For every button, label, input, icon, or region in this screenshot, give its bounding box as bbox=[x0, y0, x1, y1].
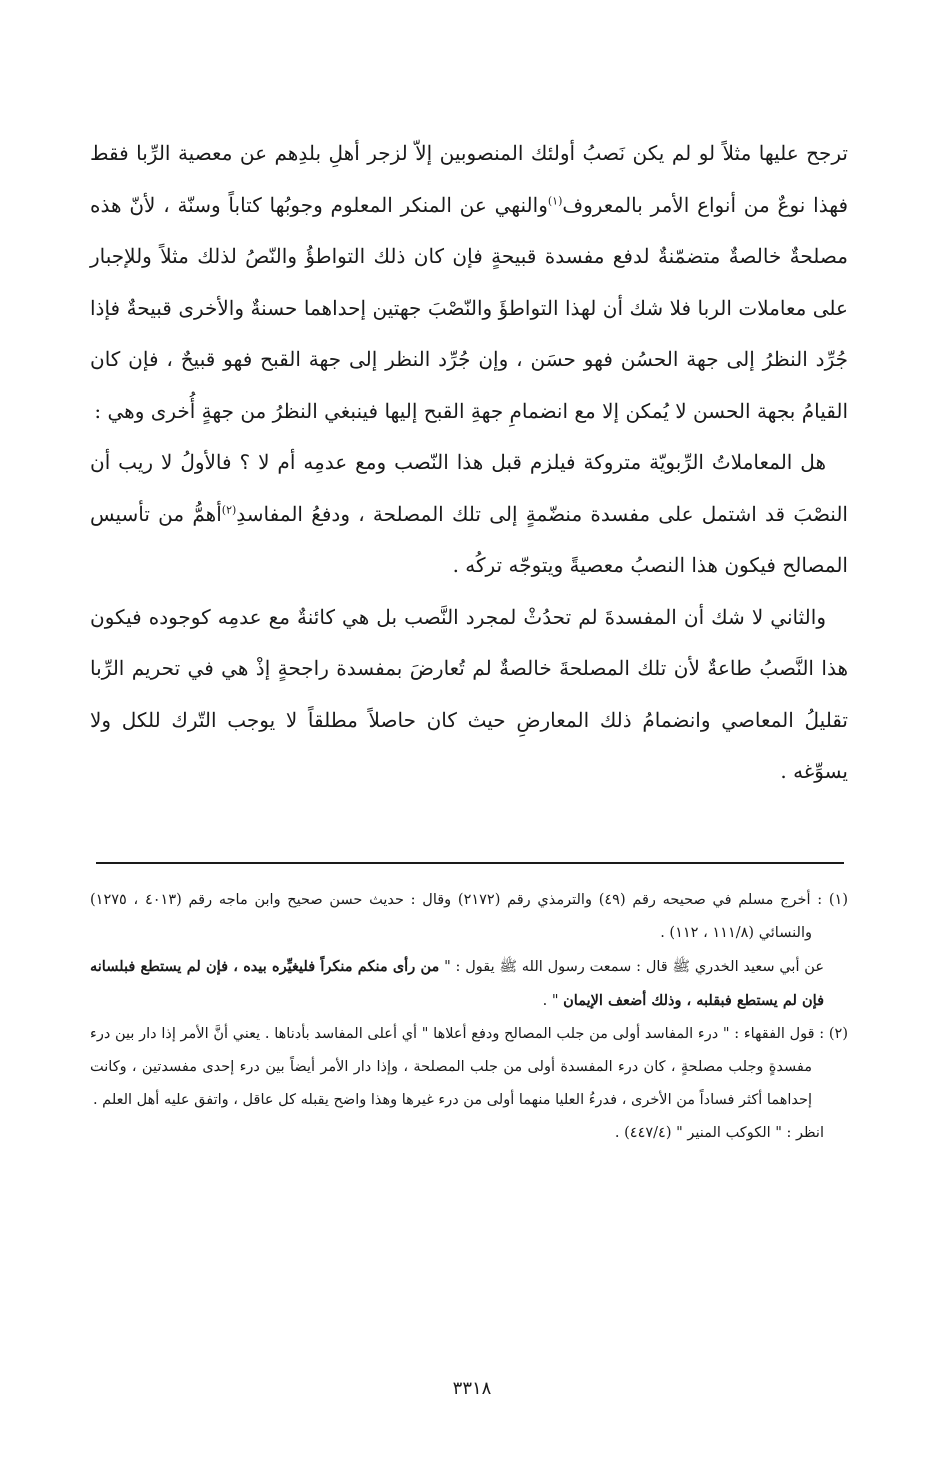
paragraph-3-text: والثاني لا شك أن المفسدةَ لم تحدُثْ لمجرد النَّصب بل هي كائنةٌ مع عدمِه كوجوده فيكون هذا النَّصبُ طاعةٌ لأن تلك المصلحةَ خالصةٌ لم تُعارضَ بمفسدة راجحةٍ إذْ هي في تحريم الرِّبا تقليلُ المعاصي وانضمامُ ذلك المعارضِ حيث كان حاصلاً مطلقاً لا يوجب التّرك للكل ولا يسوِّغه . bbox=[90, 604, 848, 783]
footnote-divider bbox=[96, 862, 844, 864]
footnote-1-hadith bbox=[90, 950, 848, 1018]
paragraph-2-text-b: أهمُّ من تأسيس المصالح فيكون هذا النصبُ معصيةً ويتوجّه تركُه . bbox=[90, 501, 848, 577]
footnotes bbox=[90, 884, 848, 1150]
paragraph-1 bbox=[90, 128, 848, 437]
footnote-1-hadith-quote: من رأى منكم منكراً فليغيِّره بيده ، فإن لم يستطع فبلسانه فإن لم يستطع فبقلبه ، وذلك أضعف الإيمان bbox=[90, 958, 824, 1009]
paragraph-3 bbox=[90, 592, 848, 798]
paragraph-2-text-a: هل المعاملاتُ الرِّبويّة متروكة فيلزم قبل هذا النّصب ومع عدمِه أم لا ؟ فالأولُ لا ريب أن النصْبَ قد اشتمل على مفسدة منضّمةٍ إلى تلك المصلحة ، ودفعُ المفاسدِ bbox=[90, 450, 848, 526]
footnote-1: (١) : أخرج مسلم في صحيحه رقم (٤٩) والترمذي رقم (٢١٧٢) وقال : حديث حسن صحيح وابن ماجه رقم (٤٠١٣ ، ١٢٧٥) والنسائي (١١١/٨ ، ١١٢) . bbox=[90, 892, 848, 941]
footnote-2-reference: انظر : " الكوكب المنير " (٤٤٧/٤) . bbox=[614, 1125, 824, 1141]
footnote-ref-2: (٢) bbox=[221, 502, 237, 516]
paragraph-1-text-a: ترجح عليها مثلاً لو لم يكن نَصبُ أولئك المنصوبين إلاّ لزجر أهلِ بلدِهم عن معصية الرِّبا فقط فهذا نوعٌ من أنواع الأمر بالمعروف bbox=[90, 141, 848, 217]
paragraph-2 bbox=[90, 437, 848, 592]
page-number: ٣٣١٨ bbox=[452, 1378, 492, 1399]
footnote-1-hadith-intro: عن أبي سعيد الخدري ﷺ قال : سمعت رسول الله ﷺ يقول : " bbox=[444, 959, 824, 975]
footnote-2: (٢) : قول الفقهاء : " درء المفاسد أولى من جلب المصالح ودفع أعلاها " أي أعلى المفاسد بأدناها . يعني أنَّ الأمر إذا دار بين درء مفسدةٍ وجلب مصلحةٍ ، كان درء المفسدة أولى من جلب المصلحة ، وإذا دار الأمر أيضاً بين درء إحدى مفسدتين ، وكانت إحداهما أكثر فساداً من الأخرى ، فدرءُ العليا منهما أولى من درء غيرها وهذا واضح يقبله كل عاقل ، واتفق عليه أهل العلم . bbox=[90, 1026, 848, 1108]
footnote-ref-1: (١) bbox=[547, 193, 563, 207]
footnote-1-hadith-end: " . bbox=[542, 993, 559, 1009]
paragraph-1-text-b: والنهي عن المنكر المعلوم وجوبُها كتاباً وسنّة ، لأنّ هذه مصلحةٌ خالصةٌ متضمّنةٌ لدفع مفسدة قبيحةٍ فإن كان ذلك التواطؤُ والنّصُ لذلك مثلاً وللإجبار على معاملات الربا فلا شك أن لهذا التواطؤَ والنّصْبَ جهتين إحداهما حسنةٌ والأخرى قبيحةٌ فإذا جُرِّد النظرُ إلى جهة الحسُن فهو حسَن ، وإن جُرِّد النظر إلى جهة القبح فهو قبيحٌ ، فإن كان القيامُ بجهة الحسن لا يُمكن إلا مع انضمامِ جهةِ القبح إليها فينبغي النظرُ من جهةٍ أُخرى وهي : bbox=[90, 192, 848, 423]
main-text bbox=[90, 128, 848, 798]
